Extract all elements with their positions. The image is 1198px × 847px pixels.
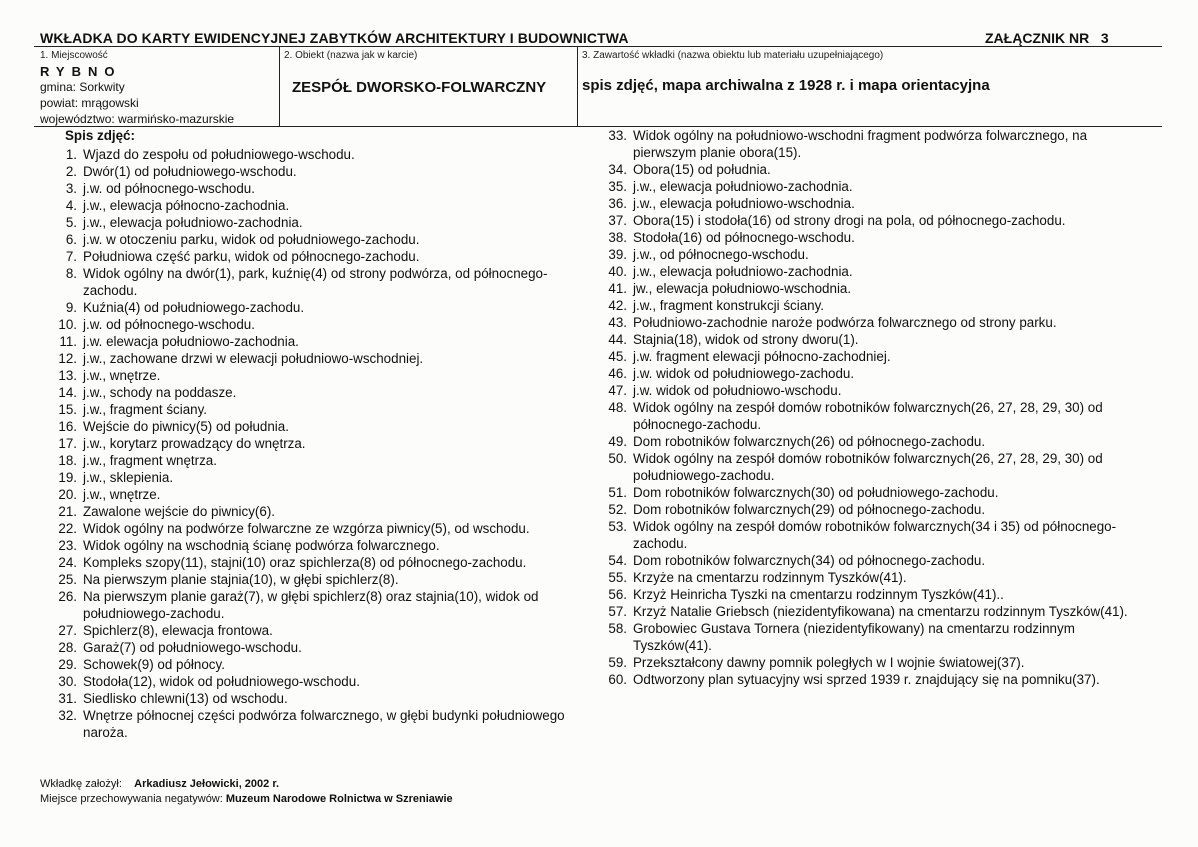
list-item xyxy=(602,552,1147,569)
item-number: 29. xyxy=(58,657,77,672)
list-item xyxy=(52,333,572,350)
list-item xyxy=(52,588,572,622)
item-text: j.w., korytarz prowadzący do wnętrza. xyxy=(83,436,306,451)
item-number: 51. xyxy=(608,485,627,500)
item-text: j.w., elewacja południowo-zachodnia. xyxy=(633,264,853,279)
list-item xyxy=(52,265,572,299)
item-text: Dom robotników folwarcznych(29) od północnego-zachodu. xyxy=(633,502,986,517)
item-text: j.w., elewacja południowo-wschodnia. xyxy=(633,196,855,211)
item-text: Garaż(7) od południowego-wschodu. xyxy=(83,640,302,655)
item-number: 10. xyxy=(58,317,77,332)
list-item xyxy=(52,384,572,401)
item-text: Siedlisko chlewni(13) od wschodu. xyxy=(83,691,288,706)
list-item xyxy=(52,486,572,503)
item-text: j.w., sklepienia. xyxy=(83,470,174,485)
item-number: 27. xyxy=(58,623,77,638)
item-number: 32. xyxy=(58,708,77,723)
item-number: 8. xyxy=(65,266,77,281)
contents-label: 3. Zawartość wkładki (nazwa obiektu lub materiału uzupełniającego) xyxy=(582,50,884,61)
item-number: 13. xyxy=(58,368,77,383)
contents-description: spis zdjęć, mapa archiwalna z 1928 r. i mapa orientacyjna xyxy=(582,77,990,94)
item-number: 47. xyxy=(608,383,627,398)
item-number: 36. xyxy=(608,196,627,211)
item-number: 31. xyxy=(58,691,77,706)
item-text: Przekształcony dawny pomnik poległych w I wojnie światowej(37). xyxy=(633,655,1025,670)
item-text: Wejście do piwnicy(5) od południa. xyxy=(83,419,289,434)
item-number: 40. xyxy=(608,264,627,279)
cell-divider-2 xyxy=(577,46,578,126)
list-item xyxy=(52,163,572,180)
item-text: Kompleks szopy(11), stajni(10) oraz spichlerza(8) od północnego-zachodu. xyxy=(83,555,527,570)
list-item xyxy=(52,537,572,554)
list-item xyxy=(52,520,572,537)
list-item xyxy=(52,367,572,384)
list-item xyxy=(52,656,572,673)
item-number: 49. xyxy=(608,434,627,449)
item-text: j.w., fragment wnętrza. xyxy=(83,453,217,468)
item-number: 12. xyxy=(58,351,77,366)
item-text: Zawalone wejście do piwnicy(6). xyxy=(83,504,276,519)
item-text: Stodoła(16) od północnego-wschodu. xyxy=(633,230,855,245)
item-text: Schowek(9) od północy. xyxy=(83,657,225,672)
item-number: 14. xyxy=(58,385,77,400)
powiat-field: powiat: mrągowski xyxy=(40,96,139,110)
item-number: 22. xyxy=(58,521,77,536)
item-text: j.w., wnętrze. xyxy=(83,487,161,502)
item-number: 34. xyxy=(608,162,627,177)
item-number: 33. xyxy=(608,128,627,143)
list-item xyxy=(602,654,1147,671)
item-text: Stajnia(18), widok od strony dworu(1). xyxy=(633,332,859,347)
list-item xyxy=(602,178,1147,195)
item-number: 28. xyxy=(58,640,77,655)
item-text: Widok ogólny na południowo-wschodni fragment podwórza folwarcznego, na pierwszym planie obora(15). xyxy=(633,128,1088,160)
list-item xyxy=(602,484,1147,501)
attachment-number: ZAŁĄCZNIK NR 3 xyxy=(985,30,1109,46)
list-item xyxy=(602,450,1147,484)
list-item xyxy=(602,331,1147,348)
photo-list-heading: Spis zdjęć: xyxy=(65,128,135,143)
gmina-field: gmina: Sorkwity xyxy=(40,80,125,94)
item-number: 59. xyxy=(608,655,627,670)
item-text: j.w., fragment konstrukcji ściany. xyxy=(633,298,825,313)
item-number: 25. xyxy=(58,572,77,587)
item-text: j.w. od północnego-wschodu. xyxy=(83,181,255,196)
list-item xyxy=(602,161,1147,178)
photo-list-right xyxy=(602,127,1147,688)
village-name: RYBNO xyxy=(40,64,122,79)
item-text: Widok ogólny na zespół domów robotników folwarcznych(34 i 35) od północnego-zachodu. xyxy=(633,519,1117,551)
item-text: j.w., schody na poddasze. xyxy=(83,385,237,400)
item-number: 50. xyxy=(608,451,627,466)
item-text: Dom robotników folwarcznych(26) od północnego-zachodu. xyxy=(633,434,986,449)
item-number: 21. xyxy=(58,504,77,519)
author-label: Wkładkę założył: xyxy=(40,778,122,790)
list-item xyxy=(602,620,1147,654)
item-text: j.w. widok od południowo-wschodu. xyxy=(633,383,842,398)
list-item xyxy=(602,348,1147,365)
item-text: Widok ogólny na zespół domów robotników folwarcznych(26, 27, 28, 29, 30) od północnego-zachodu. xyxy=(633,400,1103,432)
item-number: 35. xyxy=(608,179,627,194)
list-item xyxy=(52,248,572,265)
item-number: 24. xyxy=(58,555,77,570)
item-number: 6. xyxy=(65,232,77,247)
item-number: 17. xyxy=(58,436,77,451)
item-text: Krzyże na cmentarzu rodzinnym Tyszków(41). xyxy=(633,570,907,585)
item-text: Widok ogólny na podwórze folwarczne ze wzgórza piwnicy(5), od wschodu. xyxy=(83,521,530,536)
object-label: 2. Obiekt (nazwa jak w karcie) xyxy=(284,50,418,61)
voivodeship-field: województwo: warmińsko-mazurskie xyxy=(40,112,235,126)
list-item xyxy=(602,212,1147,229)
item-number: 7. xyxy=(65,249,77,264)
item-number: 37. xyxy=(608,213,627,228)
list-item xyxy=(602,603,1147,620)
item-text: Grobowiec Gustava Tornera (niezidentyfikowany) na cmentarzu rodzinnym Tyszków(41). xyxy=(633,621,1075,653)
list-item xyxy=(602,433,1147,450)
list-item xyxy=(52,435,572,452)
list-item xyxy=(52,639,572,656)
item-text: j.w., elewacja północno-zachodnia. xyxy=(83,198,290,213)
author-line xyxy=(40,778,279,790)
item-text: Południowa część parku, widok od północnego-zachodu. xyxy=(83,249,420,264)
item-text: Dom robotników folwarcznych(34) od północnego-zachodu. xyxy=(633,553,986,568)
item-number: 56. xyxy=(608,587,627,602)
item-number: 45. xyxy=(608,349,627,364)
item-number: 20. xyxy=(58,487,77,502)
item-text: j.w. od północnego-wschodu. xyxy=(83,317,255,332)
item-number: 44. xyxy=(608,332,627,347)
item-text: Wjazd do zespołu od południowego-wschodu. xyxy=(83,147,355,162)
item-number: 41. xyxy=(608,281,627,296)
item-number: 9. xyxy=(65,300,77,315)
item-text: Kuźnia(4) od południowego-zachodu. xyxy=(83,300,305,315)
list-item xyxy=(52,469,572,486)
item-number: 19. xyxy=(58,470,77,485)
item-text: Krzyż Natalie Griebsch (niezidentyfikowana) na cmentarzu rodzinnym Tyszków(41). xyxy=(633,604,1128,619)
list-item xyxy=(52,622,572,639)
item-number: 43. xyxy=(608,315,627,330)
list-item xyxy=(602,280,1147,297)
item-number: 26. xyxy=(58,589,77,604)
item-text: Krzyż Heinricha Tyszki na cmentarzu rodzinnym Tyszków(41).. xyxy=(633,587,1004,602)
item-text: Południowo-zachodnie naroże podwórza folwarcznego od strony parku. xyxy=(633,315,1057,330)
list-item xyxy=(602,518,1147,552)
item-text: Odtworzony plan sytuacyjny wsi sprzed 1939 r. znajdujący się na pomniku(37). xyxy=(633,672,1100,687)
list-item xyxy=(602,399,1147,433)
list-item xyxy=(52,554,572,571)
item-number: 46. xyxy=(608,366,627,381)
item-text: j.w. widok od południowego-zachodu. xyxy=(633,366,855,381)
item-number: 39. xyxy=(608,247,627,262)
list-item xyxy=(52,673,572,690)
list-item xyxy=(602,246,1147,263)
list-item xyxy=(52,401,572,418)
item-number: 60. xyxy=(608,672,627,687)
item-text: j.w. fragment elewacji północno-zachodniej. xyxy=(633,349,891,364)
item-number: 53. xyxy=(608,519,627,534)
item-text: Widok ogólny na wschodnią ścianę podwórza folwarcznego. xyxy=(83,538,440,553)
item-text: Stodoła(12), widok od południowego-wschodu. xyxy=(83,674,360,689)
item-number: 15. xyxy=(58,402,77,417)
item-text: j.w., elewacja południowo-zachodnia. xyxy=(83,215,303,230)
storage-label: Miejsce przechowywania negatywów: xyxy=(40,793,223,805)
item-text: j.w. elewacja południowo-zachodnia. xyxy=(83,334,299,349)
list-item xyxy=(602,671,1147,688)
list-item xyxy=(52,452,572,469)
item-text: Dom robotników folwarcznych(30) od południowego-zachodu. xyxy=(633,485,999,500)
item-number: 16. xyxy=(58,419,77,434)
item-number: 11. xyxy=(59,334,77,349)
item-number: 54. xyxy=(608,553,627,568)
list-item xyxy=(602,365,1147,382)
storage-line xyxy=(40,793,453,805)
item-text: Na pierwszym planie garaż(7), w głębi spichlerz(8) oraz stajnia(10), widok od południowego-zachodu. xyxy=(83,589,539,621)
list-item xyxy=(602,501,1147,518)
storage-location: Muzeum Narodowe Rolnictwa w Szreniawie xyxy=(225,793,453,805)
list-item xyxy=(602,569,1147,586)
item-text: jw., elewacja południowo-wschodnia. xyxy=(633,281,852,296)
list-item xyxy=(602,127,1147,161)
list-item xyxy=(52,571,572,588)
list-item xyxy=(52,180,572,197)
item-number: 1. xyxy=(65,147,77,162)
list-item xyxy=(52,707,572,741)
item-text: Wnętrze północnej części podwórza folwarcznego, w głębi budynki południowego naroża. xyxy=(83,708,565,740)
item-number: 23. xyxy=(58,538,77,553)
list-item xyxy=(602,314,1147,331)
header-rule-top xyxy=(34,46,1162,47)
author-name: Arkadiusz Jełowicki, 2002 r. xyxy=(134,778,280,790)
list-item xyxy=(52,503,572,520)
item-text: Spichlerz(8), elewacja frontowa. xyxy=(83,623,273,638)
item-number: 30. xyxy=(58,674,77,689)
list-item xyxy=(52,418,572,435)
item-number: 3. xyxy=(65,181,77,196)
photo-list-left xyxy=(52,146,572,741)
item-number: 55. xyxy=(608,570,627,585)
list-item xyxy=(52,350,572,367)
item-text: j.w., od północnego-wschodu. xyxy=(633,247,809,262)
list-item xyxy=(52,299,572,316)
item-number: 4. xyxy=(65,198,77,213)
item-number: 38. xyxy=(608,230,627,245)
item-text: Na pierwszym planie stajnia(10), w głębi spichlerz(8). xyxy=(83,572,399,587)
item-number: 42. xyxy=(608,298,627,313)
item-number: 18. xyxy=(58,453,77,468)
cell-divider-1 xyxy=(279,46,280,126)
list-item xyxy=(52,690,572,707)
list-item xyxy=(602,229,1147,246)
list-item xyxy=(52,214,572,231)
item-text: j.w., fragment ściany. xyxy=(83,402,208,417)
list-item xyxy=(602,297,1147,314)
item-text: Obora(15) i stodoła(16) od strony drogi na pola, od północnego-zachodu. xyxy=(633,213,1066,228)
document-title: WKŁADKA DO KARTY EWIDENCYJNEJ ZABYTKÓW ARCHITEKTURY I BUDOWNICTWA xyxy=(40,30,629,46)
item-number: 52. xyxy=(608,502,627,517)
list-item xyxy=(602,195,1147,212)
item-number: 48. xyxy=(608,400,627,415)
list-item xyxy=(52,316,572,333)
location-label: 1. Miejscowość xyxy=(40,50,108,61)
item-text: j.w., zachowane drzwi w elewacji południowo-wschodniej. xyxy=(83,351,424,366)
list-item xyxy=(52,231,572,248)
item-number: 5. xyxy=(65,215,77,230)
object-name: ZESPÓŁ DWORSKO-FOLWARCZNY xyxy=(292,79,547,96)
list-item xyxy=(602,586,1147,603)
item-number: 2. xyxy=(65,164,77,179)
item-text: Obora(15) od południa. xyxy=(633,162,771,177)
item-text: Widok ogólny na dwór(1), park, kuźnię(4) od strony podwórza, od północnego-zachodu. xyxy=(83,266,548,298)
list-item xyxy=(602,382,1147,399)
item-text: j.w., elewacja południowo-zachodnia. xyxy=(633,179,853,194)
item-number: 58. xyxy=(608,621,627,636)
list-item xyxy=(602,263,1147,280)
item-text: j.w. w otoczeniu parku, widok od południowego-zachodu. xyxy=(83,232,420,247)
item-text: Widok ogólny na zespół domów robotników folwarcznych(26, 27, 28, 29, 30) od południowego-zachodu. xyxy=(633,451,1103,483)
item-text: j.w., wnętrze. xyxy=(83,368,161,383)
list-item xyxy=(52,197,572,214)
item-number: 57. xyxy=(608,604,627,619)
item-text: Dwór(1) od południowego-wschodu. xyxy=(83,164,297,179)
list-item xyxy=(52,146,572,163)
